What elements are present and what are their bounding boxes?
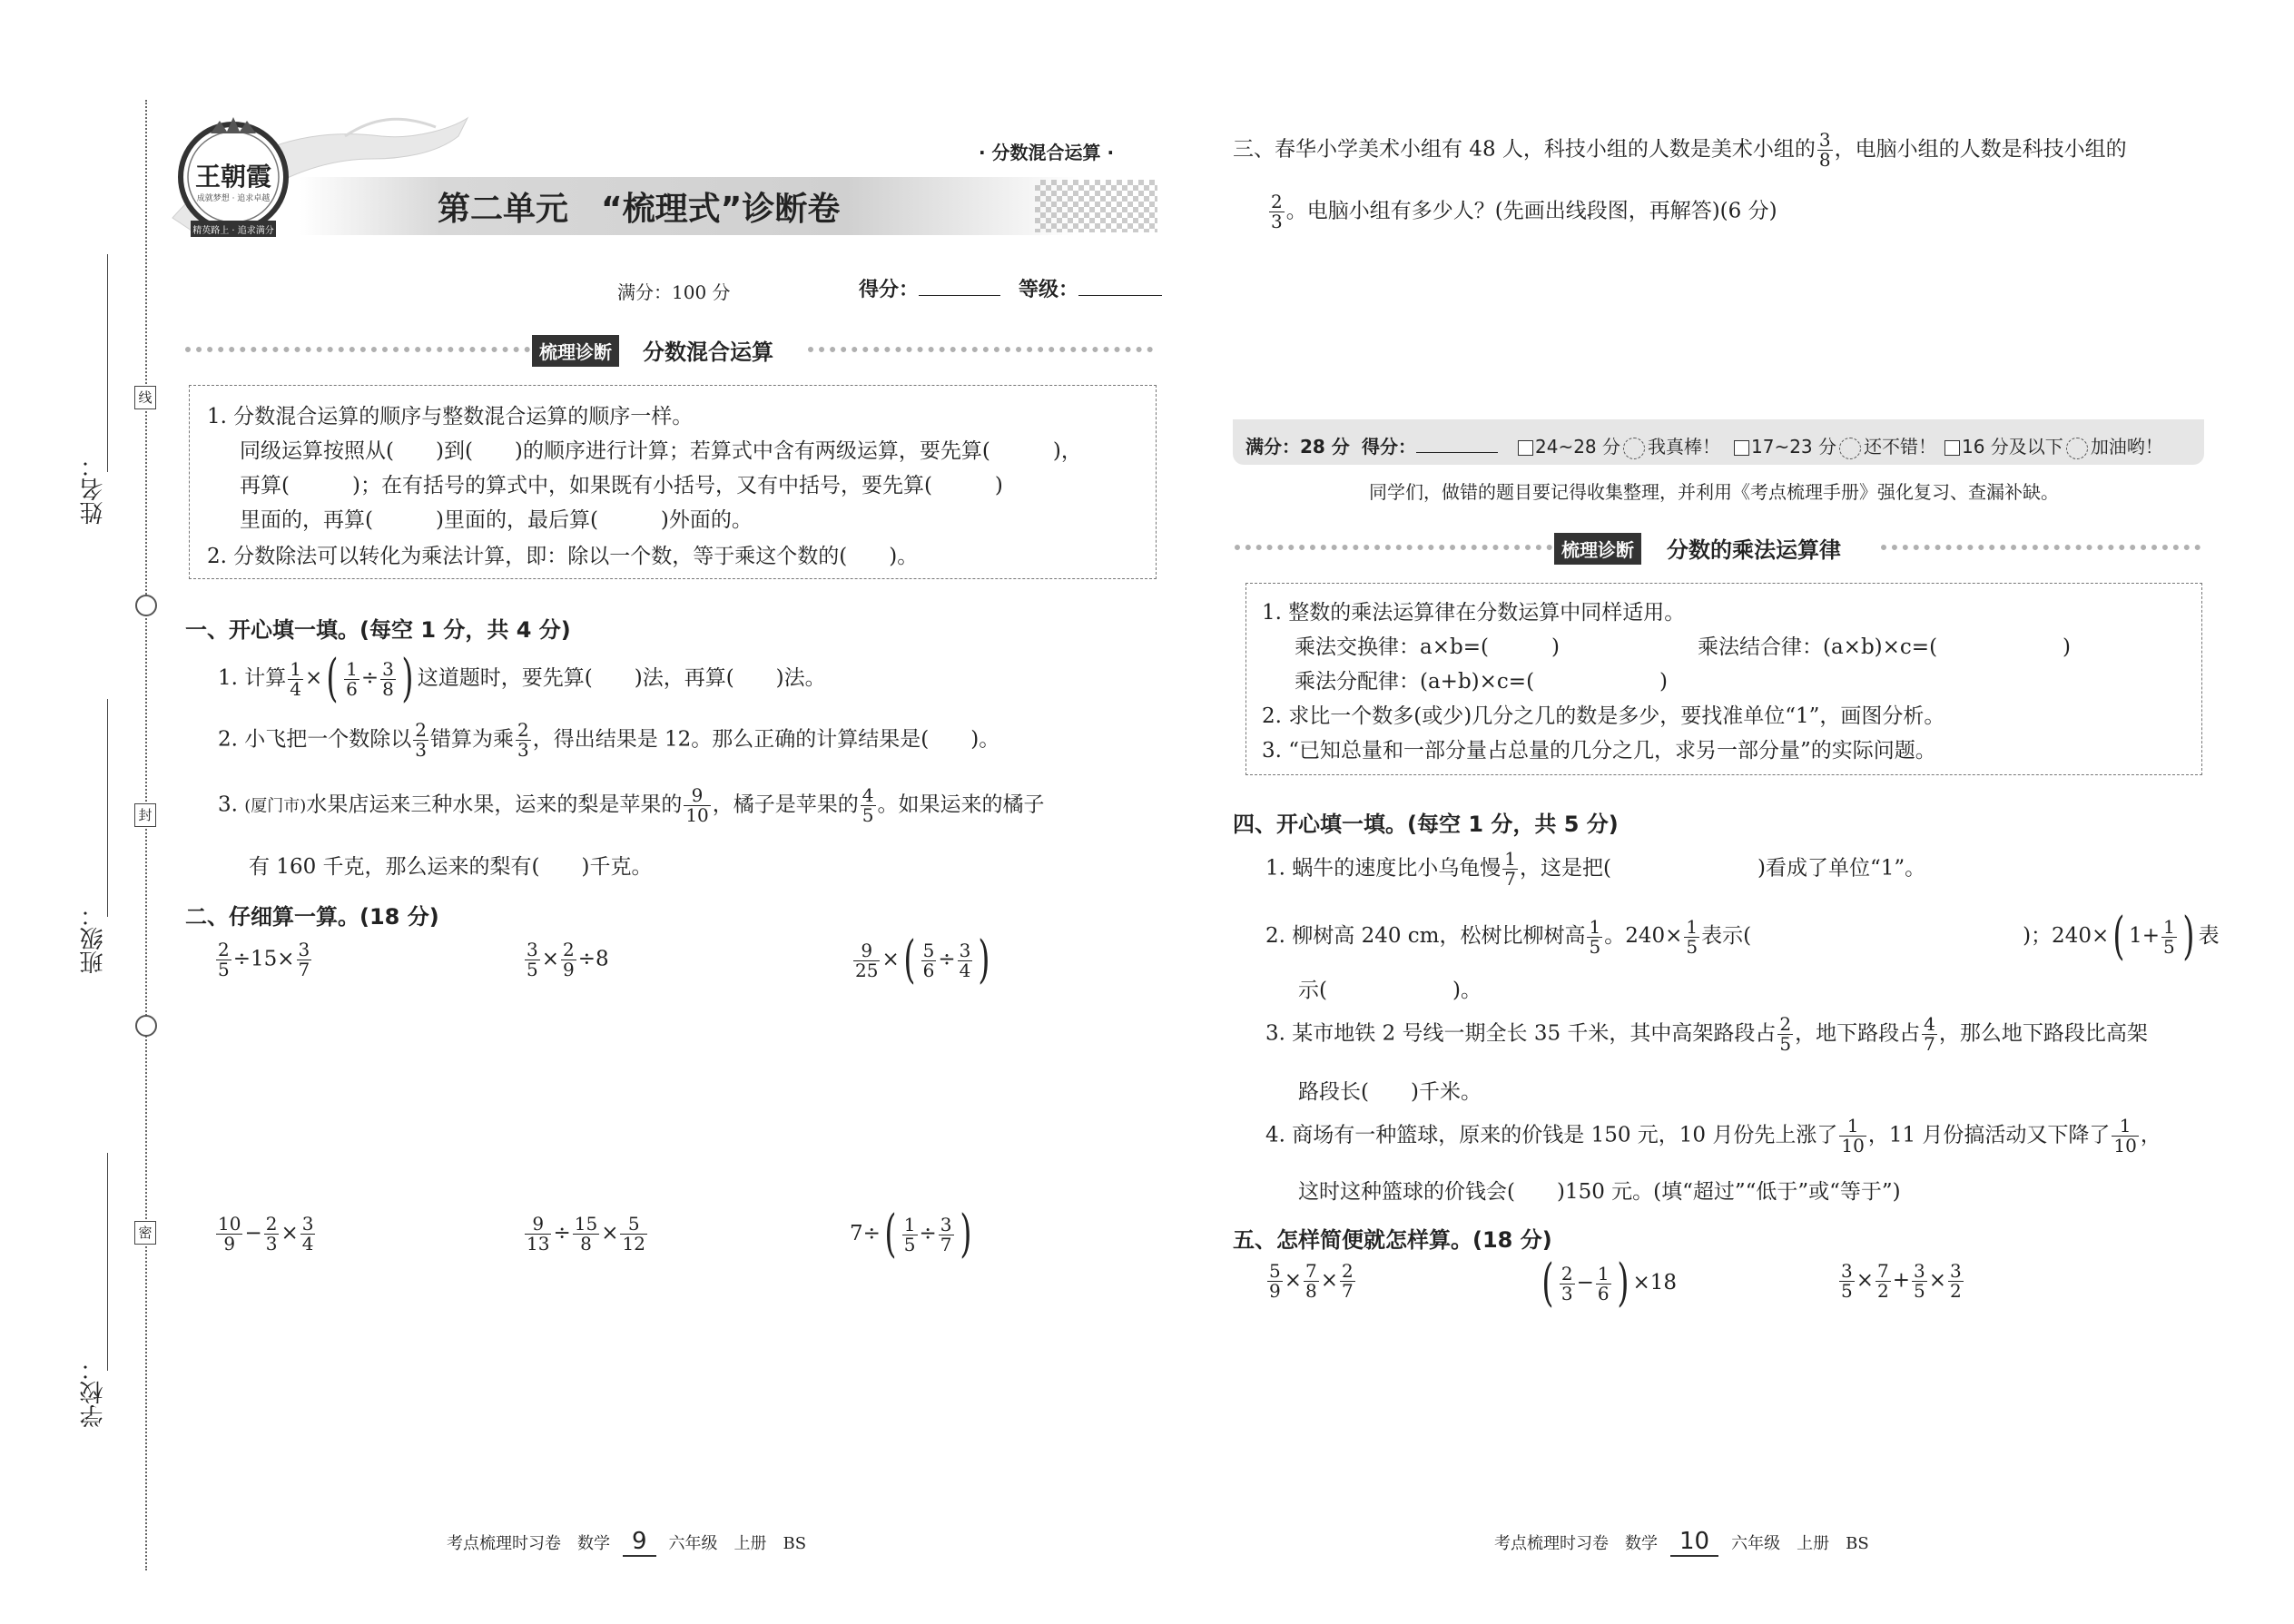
review-line: 里面的，再算( )里面的，最后算( )外面的。 bbox=[240, 508, 753, 532]
question-4-4-cont: 这时这种篮球的价钱会( )150 元。(填“超过”“低于”或“等于”) bbox=[1298, 1180, 1901, 1204]
question-1-2: 2. 小飞把一个数除以 $\frac{2}{3}$ 错算为乘 $\frac{2}{3}$ ，得出结果是 12。那么正确的计算结果是( )。 bbox=[218, 719, 1000, 761]
part4-heading: 四、开心填一填。(每空 1 分，共 5 分) bbox=[1233, 812, 1619, 837]
review-line: 乘法结合律：(a×b)×c=( ) bbox=[1698, 635, 2072, 659]
rating-excellent[interactable]: 24~28 分 我真棒！ bbox=[1518, 432, 1720, 459]
question-3-cont: $\frac{2}{3}$ 。电脑小组有多少人？(先画出线段图，再解答)(6 分) bbox=[1271, 191, 1777, 232]
score-blank[interactable] bbox=[919, 277, 1000, 296]
checkbox[interactable] bbox=[1944, 440, 1960, 456]
grade-label: 等级： bbox=[1019, 279, 1079, 301]
topic-tag: · 分数混合运算 · bbox=[979, 142, 1115, 163]
scorebar-score-blank[interactable] bbox=[1416, 436, 1498, 453]
calc-expr: ( $\frac{2}{3}$ − $\frac{1}{6}$ ) ×18 bbox=[1541, 1254, 1678, 1313]
review-line: 1. 分数混合运算的顺序与整数混合运算的顺序一样。 bbox=[207, 405, 694, 428]
part1-heading: 一、开心填一填。(每空 1 分，共 4 分) bbox=[185, 617, 571, 643]
seal-char-line: 线 bbox=[134, 386, 156, 409]
logo-subtext: 成就梦想 · 追求卓越 bbox=[196, 194, 271, 203]
name-label: 姓名： bbox=[80, 454, 107, 525]
page-number: 9 bbox=[623, 1528, 656, 1557]
question-4-2: 2. 柳树高 240 cm，松树比柳树高 $\frac{1}{5}$ 。240× $\frac{1}{5}$ 表示( )；240×( 1+ $\frac{1}{5}$ ) 表 bbox=[1265, 907, 2220, 966]
class-label: 班级： bbox=[80, 903, 107, 974]
checkbox[interactable] bbox=[1734, 440, 1749, 456]
review-line: 2. 求比一个数多(或少)几分之几的数是多少，要找准单位“1”，画图分析。 bbox=[1262, 704, 1945, 728]
section-title: 分数的乘法运算律 bbox=[1667, 537, 1841, 563]
logo-text: 王朝霞 bbox=[194, 162, 271, 192]
logo-banner: 精英路上 · 追求满分 bbox=[192, 226, 274, 236]
question-4-2-cont: 示( )。 bbox=[1298, 979, 1482, 1002]
name-underline bbox=[107, 254, 108, 472]
neutral-face-icon bbox=[1839, 438, 1861, 459]
section-tag: 梳理诊断 bbox=[1554, 533, 1641, 565]
grade-blank[interactable] bbox=[1078, 277, 1162, 296]
title-checker-pattern bbox=[1035, 180, 1157, 232]
review-line: 1. 整数的乘法运算律在分数运算中同样适用。 bbox=[1262, 601, 1686, 625]
page-title: 第二单元 “梳理式”诊断卷 bbox=[438, 191, 841, 228]
rating-keep-going[interactable]: 16 分及以下 加油哟！ bbox=[1944, 432, 2163, 459]
part2-heading: 二、仔细算一算。(18 分) bbox=[185, 904, 439, 930]
calc-expr: $\frac{2}{5}$ ÷15× $\frac{3}{7}$ bbox=[218, 939, 310, 980]
section-divider bbox=[1235, 545, 1552, 550]
review-line: 乘法交换律：a×b=( ) bbox=[1295, 635, 1560, 659]
checkbox[interactable] bbox=[1518, 440, 1533, 456]
calc-expr: $\frac{9}{13}$ ÷ $\frac{15}{8}$ × $\frac{5}{12}$ bbox=[527, 1213, 645, 1255]
calc-expr: $\frac{10}{9}$ − $\frac{2}{3}$ × $\frac{3}{4}$ bbox=[218, 1213, 314, 1255]
footer-right: 考点梳理时习卷 数学 10 六年级 上册 BS bbox=[1494, 1528, 1869, 1555]
full-score: 满分：100 分 bbox=[617, 281, 731, 303]
question-4-4: 4. 商场有一种篮球，原来的价钱是 150 元，10 月份先上涨了 $\frac{1}{10}$ ，11 月份搞活动又下降了 $\frac{1}{10}$ ， bbox=[1265, 1115, 2161, 1156]
question-1-1: 1. 计算 $\frac{1}{4}$ ×( $\frac{1}{6}$ ÷ $\frac{3}{8}$ ) 这道题时，要先算( )法，再算( )法。 bbox=[218, 649, 826, 708]
question-1-3: 3. (厦门市)水果店运来三种水果，运来的梨是苹果的 $\frac{9}{10}$ ，橘子是苹果的 $\frac{4}{5}$ 。如果运来的橘子 bbox=[218, 784, 1045, 826]
calc-expr: $\frac{9}{25}$ ×( $\frac{5}{6}$ ÷ $\frac{3}{4}$ ) bbox=[855, 930, 990, 989]
class-underline bbox=[107, 699, 108, 917]
seal-char-secret: 密 bbox=[134, 1221, 156, 1245]
score-label: 得分： bbox=[859, 279, 920, 301]
smile-face-icon bbox=[1623, 438, 1645, 459]
question-1-3-cont: 有 160 千克，那么运来的梨有( )千克。 bbox=[249, 855, 653, 879]
question-4-3-cont: 路段长( )千米。 bbox=[1298, 1080, 1482, 1104]
review-line: 同级运算按照从( )到( )的顺序进行计算；若算式中含有两级运算，要先算( )， bbox=[240, 439, 1082, 463]
question-4-3: 3. 某市地铁 2 号线一期全长 35 千米，其中高架路段占 $\frac{2}{5}$ ，地下路段占 $\frac{4}{7}$ ，那么地下路段比高架 bbox=[1265, 1013, 2148, 1055]
calc-expr: $\frac{5}{9}$ × $\frac{7}{8}$ × $\frac{2}{7}$ bbox=[1269, 1260, 1354, 1302]
section-divider bbox=[1881, 545, 2200, 550]
section-title: 分数混合运算 bbox=[643, 340, 773, 365]
binding-dotted-line bbox=[145, 100, 147, 1570]
calc-expr: 7÷( $\frac{1}{5}$ ÷ $\frac{3}{7}$ ) bbox=[850, 1205, 972, 1264]
section-tag: 梳理诊断 bbox=[532, 335, 619, 367]
review-line: 3. “已知总量和一部分量占总量的几分之几，求另一部分量”的实际问题。 bbox=[1262, 739, 1936, 763]
part5-heading: 五、怎样简便就怎样算。(18 分) bbox=[1233, 1227, 1552, 1253]
scorebar-full: 满分：28 分 bbox=[1245, 436, 1350, 458]
school-underline bbox=[107, 1153, 108, 1371]
footer-left: 考点梳理时习卷 数学 9 六年级 上册 BS bbox=[447, 1528, 807, 1555]
section-divider bbox=[808, 347, 1153, 352]
review-note: 同学们，做错的题目要记得收集整理，并利用《考点梳理手册》强化复习、查漏补缺。 bbox=[1369, 481, 2059, 503]
grade-field[interactable] bbox=[1019, 274, 1162, 302]
section-divider bbox=[185, 347, 530, 352]
calc-expr: $\frac{3}{5}$ × $\frac{2}{9}$ ÷8 bbox=[527, 939, 609, 980]
score-field[interactable] bbox=[859, 274, 1000, 302]
calc-expr: $\frac{3}{5}$ × $\frac{7}{2}$ + $\frac{3}{5}$ × $\frac{3}{2}$ bbox=[1841, 1260, 1962, 1302]
question-3: 三、春华小学美术小组有 48 人，科技小组的人数是美术小组的 $\frac{3}{8}$ ，电脑小组的人数是科技小组的 bbox=[1233, 129, 2127, 171]
binding-ring bbox=[135, 595, 157, 616]
review-line: 2. 分数除法可以转化为乘法计算，即：除以一个数，等于乘这个数的( )。 bbox=[207, 545, 919, 568]
cheer-face-icon bbox=[2066, 438, 2088, 459]
publisher-logo bbox=[174, 113, 292, 250]
review-line: 再算( )；在有括号的算式中，如果既有小括号，又有中括号，要先算( ) bbox=[240, 474, 1003, 497]
seal-char-seal: 封 bbox=[134, 803, 156, 827]
binding-ring bbox=[135, 1015, 157, 1037]
school-label: 学校： bbox=[80, 1357, 107, 1428]
scorebar-score[interactable]: 得分： bbox=[1362, 432, 1498, 458]
page-number: 10 bbox=[1670, 1528, 1718, 1557]
review-line: 乘法分配律：(a+b)×c=( ) bbox=[1295, 670, 1669, 694]
question-4-1: 1. 蜗牛的速度比小乌龟慢 $\frac{1}{7}$ ，这是把( )看成了单位“1”。 bbox=[1265, 848, 1926, 890]
rating-good[interactable]: 17~23 分 还不错！ bbox=[1734, 432, 1936, 459]
